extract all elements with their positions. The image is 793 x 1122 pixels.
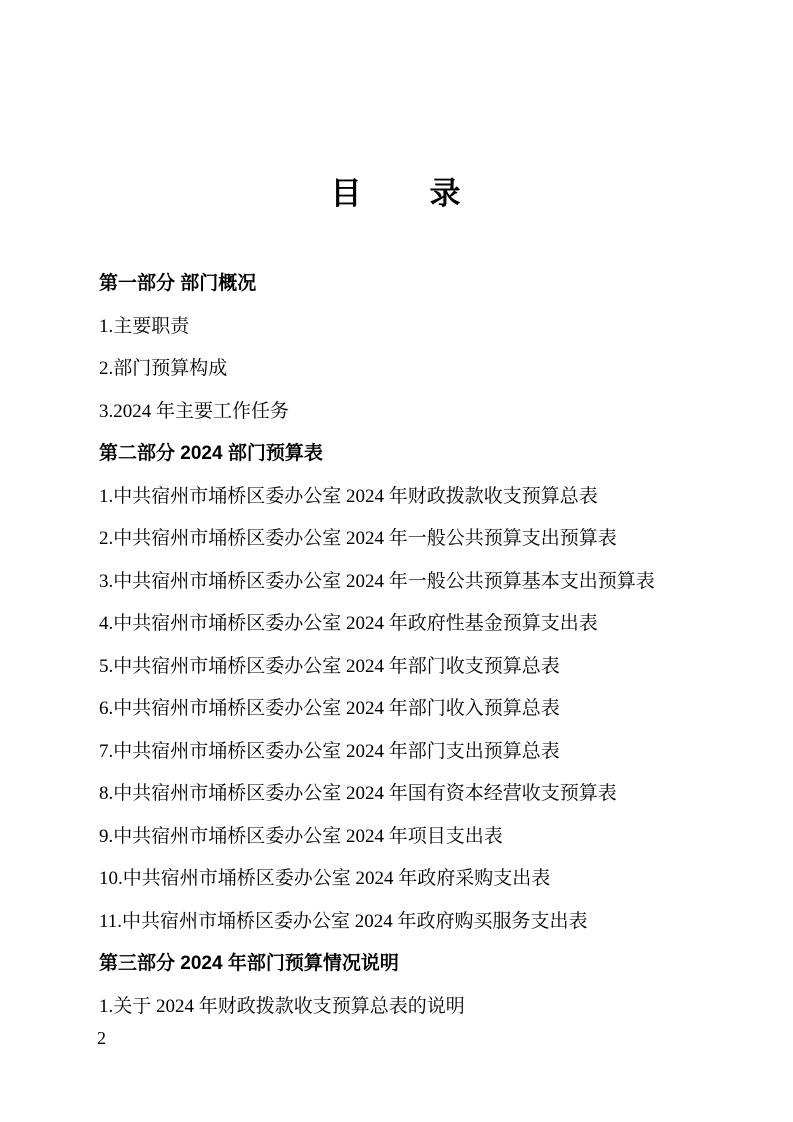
table-of-contents [0,263,793,1028]
toc-section-heading: 第二部分 2024 部门预算表 [99,443,323,464]
toc-item: 9.中共宿州市埇桥区委办公室 2024 年项目支出表 [99,825,503,847]
toc-item: 1.中共宿州市埇桥区委办公室 2024 年财政拨款收支预算总表 [99,485,598,507]
toc-item: 3.2024 年主要工作任务 [99,400,290,422]
toc-item: 4.中共宿州市埇桥区委办公室 2024 年政府性基金预算支出表 [99,613,598,634]
toc-item: 10.中共宿州市埇桥区委办公室 2024 年政府采购支出表 [99,868,551,889]
toc-item: 8.中共宿州市埇桥区委办公室 2024 年国有资本经营收支预算表 [99,783,617,804]
toc-item: 3.中共宿州市埇桥区委办公室 2024 年一般公共预算基本支出预算表 [99,570,655,592]
toc-item: 2.部门预算构成 [99,358,228,379]
page-number: 2 [97,1028,106,1048]
toc-item: 1.主要职责 [99,315,190,337]
toc-item: 6.中共宿州市埇桥区委办公室 2024 年部门收入预算总表 [99,698,560,719]
toc-item: 1.关于 2024 年财政拨款收支预算总表的说明 [99,995,465,1017]
toc-item: 2.中共宿州市埇桥区委办公室 2024 年一般公共预算支出预算表 [99,528,617,549]
toc-item: 11.中共宿州市埇桥区委办公室 2024 年政府购买服务支出表 [99,910,588,932]
toc-item: 5.中共宿州市埇桥区委办公室 2024 年部门收支预算总表 [99,655,560,677]
toc-section-heading: 第一部分 部门概况 [99,273,257,294]
toc-section-heading: 第三部分 2024 年部门预算情况说明 [99,953,399,974]
toc-item: 7.中共宿州市埇桥区委办公室 2024 年部门支出预算总表 [99,740,560,762]
page-title: 目 录 [330,176,463,211]
